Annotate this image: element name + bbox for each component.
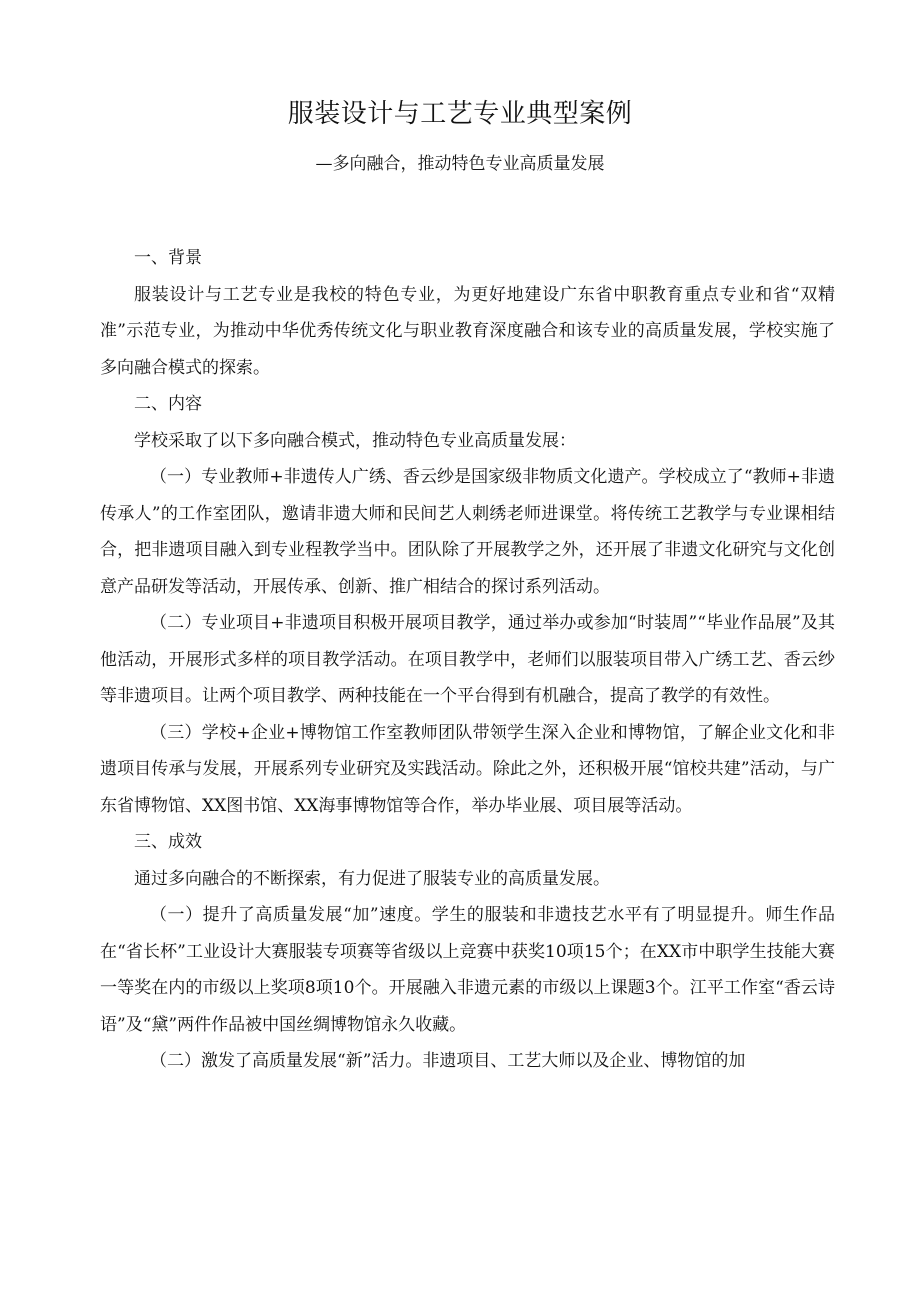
document-subtitle: —多向融合，推动特色专业高质量发展: [315, 154, 605, 174]
paragraph-content-item-2: （二）专业项目+非遗项目积极开展项目教学，通过举办或参加“时装周”“毕业作品展”及其他活动，开展形式多样的项目教学活动。在项目教学中，老师们以服装项目带入广绣工艺、香云纱等非遗项目。让两个项目教学、两种技能在一个平台得到有机融合，提高了教学的有效性。: [100, 613, 835, 706]
paragraph-content-intro: 学校采取了以下多向融合模式，推动特色专业高质量发展：: [134, 430, 576, 451]
paragraph-content-item-3: （三）学校+企业+博物馆工作室教师团队带领学生深入企业和博物馆，了解企业文化和非遗项目传承与发展，开展系列专业研究及实践活动。除此之外，还积极开展“馆校共建”活动，与广东省博物馆、XX图书馆、XX海事博物馆等合作，举办毕业展、项目展等活动。: [100, 722, 835, 816]
paragraph-results-item-2: （二）激发了高质量发展“新”活力。非遗项目、工艺大师以及企业、博物馆的加: [150, 1051, 746, 1071]
section-heading-results: 三、成效: [134, 832, 202, 852]
paragraph-background: 服装设计与工艺专业是我校的特色专业，为更好地建设广东省中职教育重点专业和省“双精准”示范专业，为推动中华优秀传统文化与职业教育深度融合和该专业的高质量发展，学校实施了多向融合模式的探索。: [100, 284, 835, 378]
document-title: 服装设计与工艺专业典型案例: [287, 99, 633, 129]
section-heading-content: 二、内容: [134, 394, 202, 414]
paragraph-content-item-1: （一）专业教师+非遗传人广绣、香云纱是国家级非物质文化遗产。学校成立了“教师+非遗传承人”的工作室团队，邀请非遗大师和民间艺人刺绣老师进课堂。将传统工艺教学与专业课相结合，把非遗项目融入到专业程教学当中。团队除了开展教学之外，还开展了非遗文化研究与文化创意产品研发等活动，开展传承、创新、推广相结合的探讨系列活动。: [100, 467, 835, 597]
section-heading-background: 一、背景: [134, 248, 202, 268]
paragraph-results-item-1: （一）提升了高质量发展“加”速度。学生的服装和非遗技艺水平有了明显提升。师生作品在“省长杯”工业设计大赛服装专项赛等省级以上竞赛中获奖10项15个；在XX市中职学生技能大赛一等奖在内的市级以上奖项8项10个。开展融入非遗元素的市级以上课题3个。江平工作室“香云诗语”及“黛”两件作品被中国丝绸博物馆永久收藏。: [100, 905, 835, 1035]
document-body: [100, 240, 835, 1080]
paragraph-results-intro: 通过多向融合的不断探索，有力促进了服装专业的高质量发展。: [134, 868, 610, 889]
